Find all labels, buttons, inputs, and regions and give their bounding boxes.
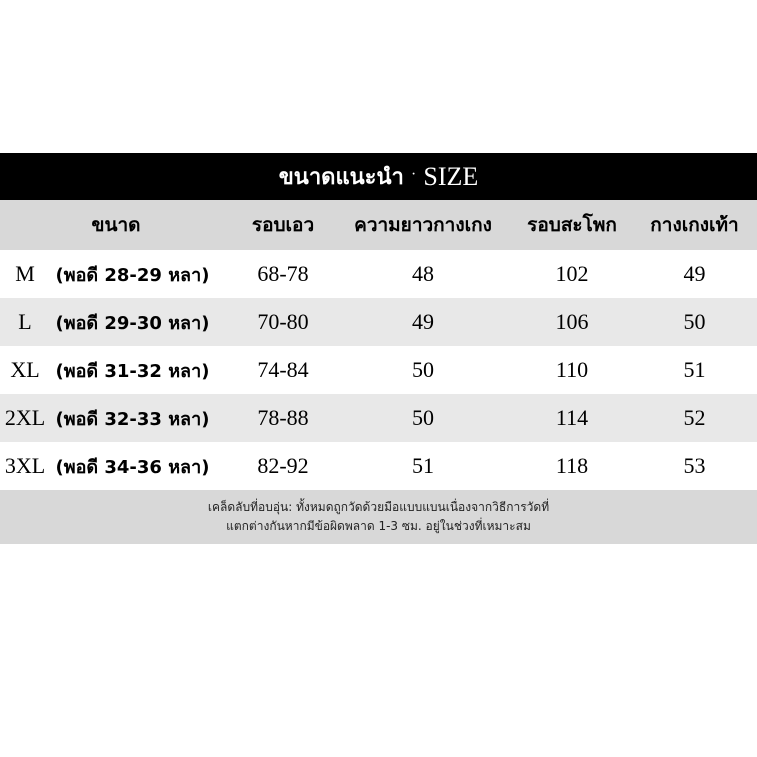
size-label: 2XL xyxy=(4,404,46,430)
leg-cell: 53 xyxy=(683,453,706,478)
length-cell: 50 xyxy=(412,405,434,430)
fit-label: (พอดี 29-30 หลา) xyxy=(55,312,210,334)
size-label: 3XL xyxy=(4,452,46,478)
measurement-note xyxy=(0,490,757,544)
size-cell xyxy=(0,308,232,337)
length-cell: 48 xyxy=(412,261,434,286)
size-cell xyxy=(0,260,232,289)
waist-cell: 70-80 xyxy=(257,309,309,334)
hip-cell: 102 xyxy=(555,261,589,286)
table-row xyxy=(0,394,757,442)
table-row xyxy=(0,346,757,394)
length-cell: 51 xyxy=(412,453,434,478)
fit-label: (พอดี 34-36 หลา) xyxy=(55,456,210,478)
size-label: M xyxy=(15,260,35,286)
leg-cell: 52 xyxy=(683,405,706,430)
leg-cell: 51 xyxy=(683,357,706,382)
size-label: XL xyxy=(10,356,40,382)
fit-label: (พอดี 28-29 หลา) xyxy=(55,264,210,286)
size-cell xyxy=(0,404,232,433)
chart-title xyxy=(0,153,757,200)
header-length: ความยาวกางเกง xyxy=(354,214,492,236)
waist-cell: 68-78 xyxy=(257,261,309,286)
leg-cell: 49 xyxy=(683,261,706,286)
title-latin: SIZE xyxy=(423,161,479,191)
waist-cell: 74-84 xyxy=(257,357,309,382)
title-separator: · xyxy=(411,169,416,180)
hip-cell: 114 xyxy=(555,405,589,430)
hip-cell: 106 xyxy=(555,309,589,334)
fit-label: (พอดี 31-32 หลา) xyxy=(55,360,210,382)
waist-cell: 78-88 xyxy=(257,405,309,430)
size-cell xyxy=(0,356,232,385)
size-cell xyxy=(0,452,232,481)
header-size: ขนาด xyxy=(91,214,141,236)
leg-cell: 50 xyxy=(683,309,706,334)
length-cell: 50 xyxy=(412,357,434,382)
hip-cell: 110 xyxy=(555,357,589,382)
table-row xyxy=(0,250,757,298)
length-cell: 49 xyxy=(412,309,434,334)
header-row xyxy=(0,200,757,250)
note-line-1: เคล็ดลับที่อบอุ่น: ทั้งหมดถูกวัดด้วยมือแบบแบนเนื่องจากวิธีการวัดที่ xyxy=(207,500,550,514)
table-row xyxy=(0,442,757,490)
header-hip: รอบสะโพก xyxy=(527,214,617,236)
fit-label: (พอดี 32-33 หลา) xyxy=(55,408,210,430)
header-leg: กางเกงเท้า xyxy=(650,214,739,236)
waist-cell: 82-92 xyxy=(257,453,309,478)
note-line-2: แตกต่างกันหากมีข้อผิดพลาด 1-3 ซม. อยู่ในช่วงที่เหมาะสม xyxy=(226,519,531,533)
size-label: L xyxy=(18,308,32,334)
title-thai: ขนาดแนะนำ xyxy=(278,164,404,190)
table-row xyxy=(0,298,757,346)
header-waist: รอบเอว xyxy=(251,214,315,236)
hip-cell: 118 xyxy=(555,453,589,478)
size-chart xyxy=(0,153,757,544)
